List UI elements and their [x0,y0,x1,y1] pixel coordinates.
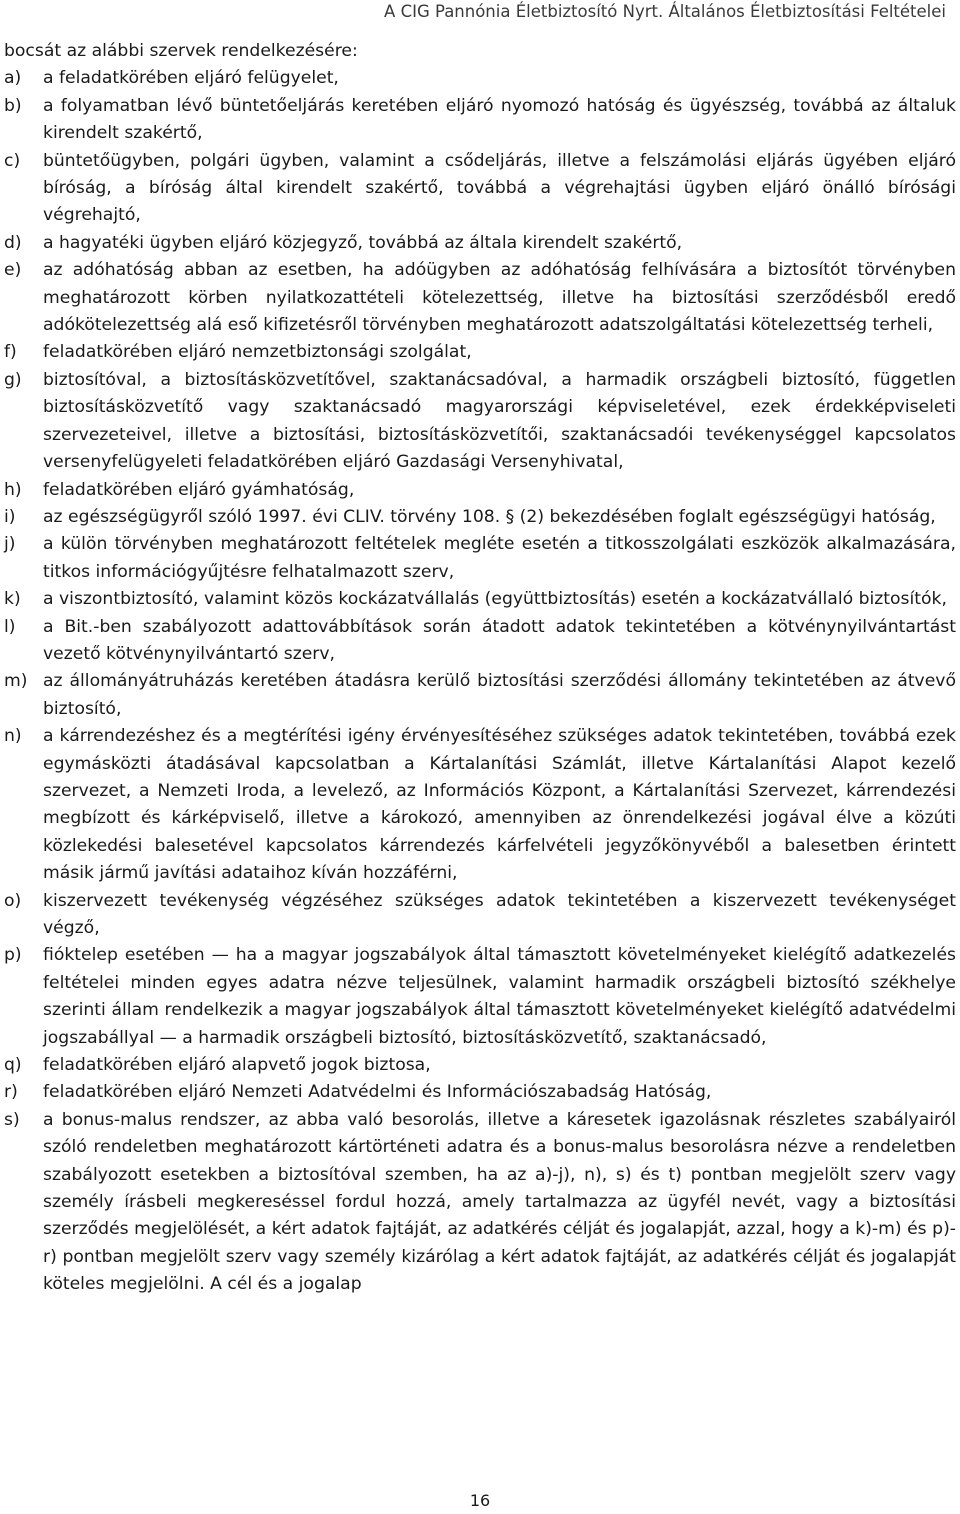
page-number: 16 [469,1491,491,1510]
list-item [4,65,956,92]
list-item [4,1107,956,1299]
list-marker: n) [4,726,22,747]
intro-text: bocsát az alábbi szervek rendelkezésére: [4,41,358,61]
list-marker: b) [4,95,22,116]
list-item [4,668,956,723]
list-item-text: a feladatkörében eljáró felügyelet, [43,68,339,89]
list-item-text: a viszontbiztosító, valamint közös kockázatvállalás (együttbiztosítás) esetén a kockázatvállaló biztosítók, [43,589,947,610]
list-item-text: büntetőügyben, polgári ügyben, valamint a csődeljárás, illetve a felszámolási eljárás ügyében eljáró bíróság, a bíróság által kirendelt szakértő, továbbá a végrehajtási ügyben eljáró önálló bírósági végrehajtó, [43,150,956,226]
list-item-text: a kárrendezéshez és a megtérítési igény érvényesítéséhez szükséges adatok tekintetében, továbbá ezek egymásközti átadásával kapcsolatban a Kártalanítási Számlát, illetve Kártalanítási Alapot kezelő szervezet, a Nemzeti Iroda, a levelező, az Információs Központ, a Kártalanítási Szervezet, kárrendezési megbízott és kárképviselő, illetve a károkozó, amennyiben az önrendelkezési jogával élve a közúti közlekedési balesetével kapcsolatos kárrendezés kárfelvételi jegyzőkönyvéből a balesetben érintett másik jármű javítási adataihoz kíván hozzáférni, [43,726,956,884]
document-body [4,38,956,1299]
list-item [4,531,956,586]
document-header: A CIG Pannónia Életbiztosító Nyrt. Általános Életbiztosítási Feltételei [384,2,946,21]
list-item-text: az állományátruházás keretében átadásra kerülő biztosítási szerződési állomány tekintetében az átvevő biztosító, [43,671,956,719]
list-marker: g) [4,369,22,390]
list-marker: j) [4,534,16,555]
list-marker: o) [4,890,22,911]
list-item [4,1052,956,1079]
list-item [4,93,956,148]
recipient-list [4,65,956,1298]
list-item [4,504,956,531]
list-marker: r) [4,1082,18,1103]
list-marker: h) [4,479,22,500]
list-item [4,257,956,339]
list-item-text: a hagyatéki ügyben eljáró közjegyző, továbbá az általa kirendelt szakértő, [43,232,683,253]
list-marker: i) [4,506,16,527]
list-item-text: fióktelep esetében — ha a magyar jogszabályok által támasztott követelményeket kielégítő adatkezelés feltételei minden egyes adatra nézve teljesülnek, valamint harmadik országbeli biztosító székhelye szerinti állam rendelkezik a magyar jogszabályok által támasztott követelményeket kielégítő adatvédelmi jogszabállyal — a harmadik országbeli biztosító, biztosításközvetítő, szaktanácsadó, [43,945,956,1048]
list-item-text: az adóhatóság abban az esetben, ha adóügyben az adóhatóság felhívására a biztosítót törvényben meghatározott körben nyilatkozattételi kötelezettség, illetve ha biztosítási szerződésből eredő adókötelezettség alá eső kifizetésről törvényben meghatározott adatszolgáltatási kötelezettség terheli, [43,260,956,336]
list-item-text: feladatkörében eljáró gyámhatóság, [43,479,355,500]
list-item-text: az egészségügyről szóló 1997. évi CLIV. törvény 108. § (2) bekezdésében foglalt egészségügyi hatóság, [43,506,936,527]
list-item-text: a külön törvényben meghatározott feltételek megléte esetén a titkosszolgálati eszközök alkalmazására, titkos információgyűjtésre felhatalmazott szerv, [43,534,956,582]
list-item [4,477,956,504]
list-marker: d) [4,232,22,253]
list-marker: p) [4,945,22,966]
list-item [4,888,956,943]
list-item [4,230,956,257]
list-marker: l) [4,616,16,637]
list-item [4,942,956,1052]
list-item-text: feladatkörében eljáró Nemzeti Adatvédelmi és Információszabadság Hatóság, [43,1082,712,1103]
list-item [4,614,956,669]
list-item-text: kiszervezett tevékenység végzéséhez szükséges adatok tekintetében a kiszervezett tevékenységet végző, [43,890,956,938]
list-item [4,367,956,477]
list-item [4,723,956,887]
list-item-text: a bonus-malus rendszer, az abba való besorolás, illetve a káresetek igazolásnak részletes szabályairól szóló rendeletben meghatározott kártörténeti adatra és a bonus-malus besorolásra nézve a rendeletben szabályozott esetekben a biztosítóval szemben, ha az a)-j), n), s) és t) pontban megjelölt szerv vagy személy írásbeli megkereséssel fordul hozzá, amely tartalmazza az ügyfél nevét, vagy a biztosítási szerződés megjelölését, a kért adatok fajtáját, az adatkérés célját és jogalapját, azzal, hogy a k)-m) és p)-r) pontban megjelölt szerv vagy személy kizárólag a kért adatok fajtáját, az adatkérés célját és jogalapját köteles megjelölni. A cél és a jogalap [43,1109,956,1295]
list-item [4,148,956,230]
list-item-text: a Bit.-ben szabályozott adattovábbítások során átadott adatok tekintetében a kötvénynyilvántartást vezető kötvénynyilvántartó szerv, [43,616,956,664]
list-item-text: biztosítóval, a biztosításközvetítővel, szaktanácsadóval, a harmadik országbeli biztosító, független biztosításközvetítő vagy szaktanácsadó magyarországi képviseletével, ezek érdekképviseleti szervezeteivel, illetve a biztosítási, biztosításközvetítői, szaktanácsadói tevékenységgel kapcsolatos versenyfelügyeleti feladatkörében eljáró Gazdasági Versenyhivatal, [43,369,956,473]
list-item-text: a folyamatban lévő büntetőeljárás keretében eljáró nyomozó hatóság és ügyészség, továbbá az általuk kirendelt szakértő, [43,95,956,144]
list-item-text: feladatkörében eljáró alapvető jogok biztosa, [43,1055,431,1076]
list-marker: q) [4,1055,22,1076]
list-item [4,1079,956,1106]
list-marker: c) [4,150,21,171]
list-item-text: feladatkörében eljáró nemzetbiztonsági szolgálat, [43,342,472,363]
list-item [4,586,956,613]
list-marker: e) [4,260,22,281]
list-marker: m) [4,671,28,692]
list-marker: s) [4,1109,20,1130]
list-marker: f) [4,342,17,363]
list-marker: a) [4,68,22,89]
list-item [4,339,956,366]
list-marker: k) [4,589,21,610]
